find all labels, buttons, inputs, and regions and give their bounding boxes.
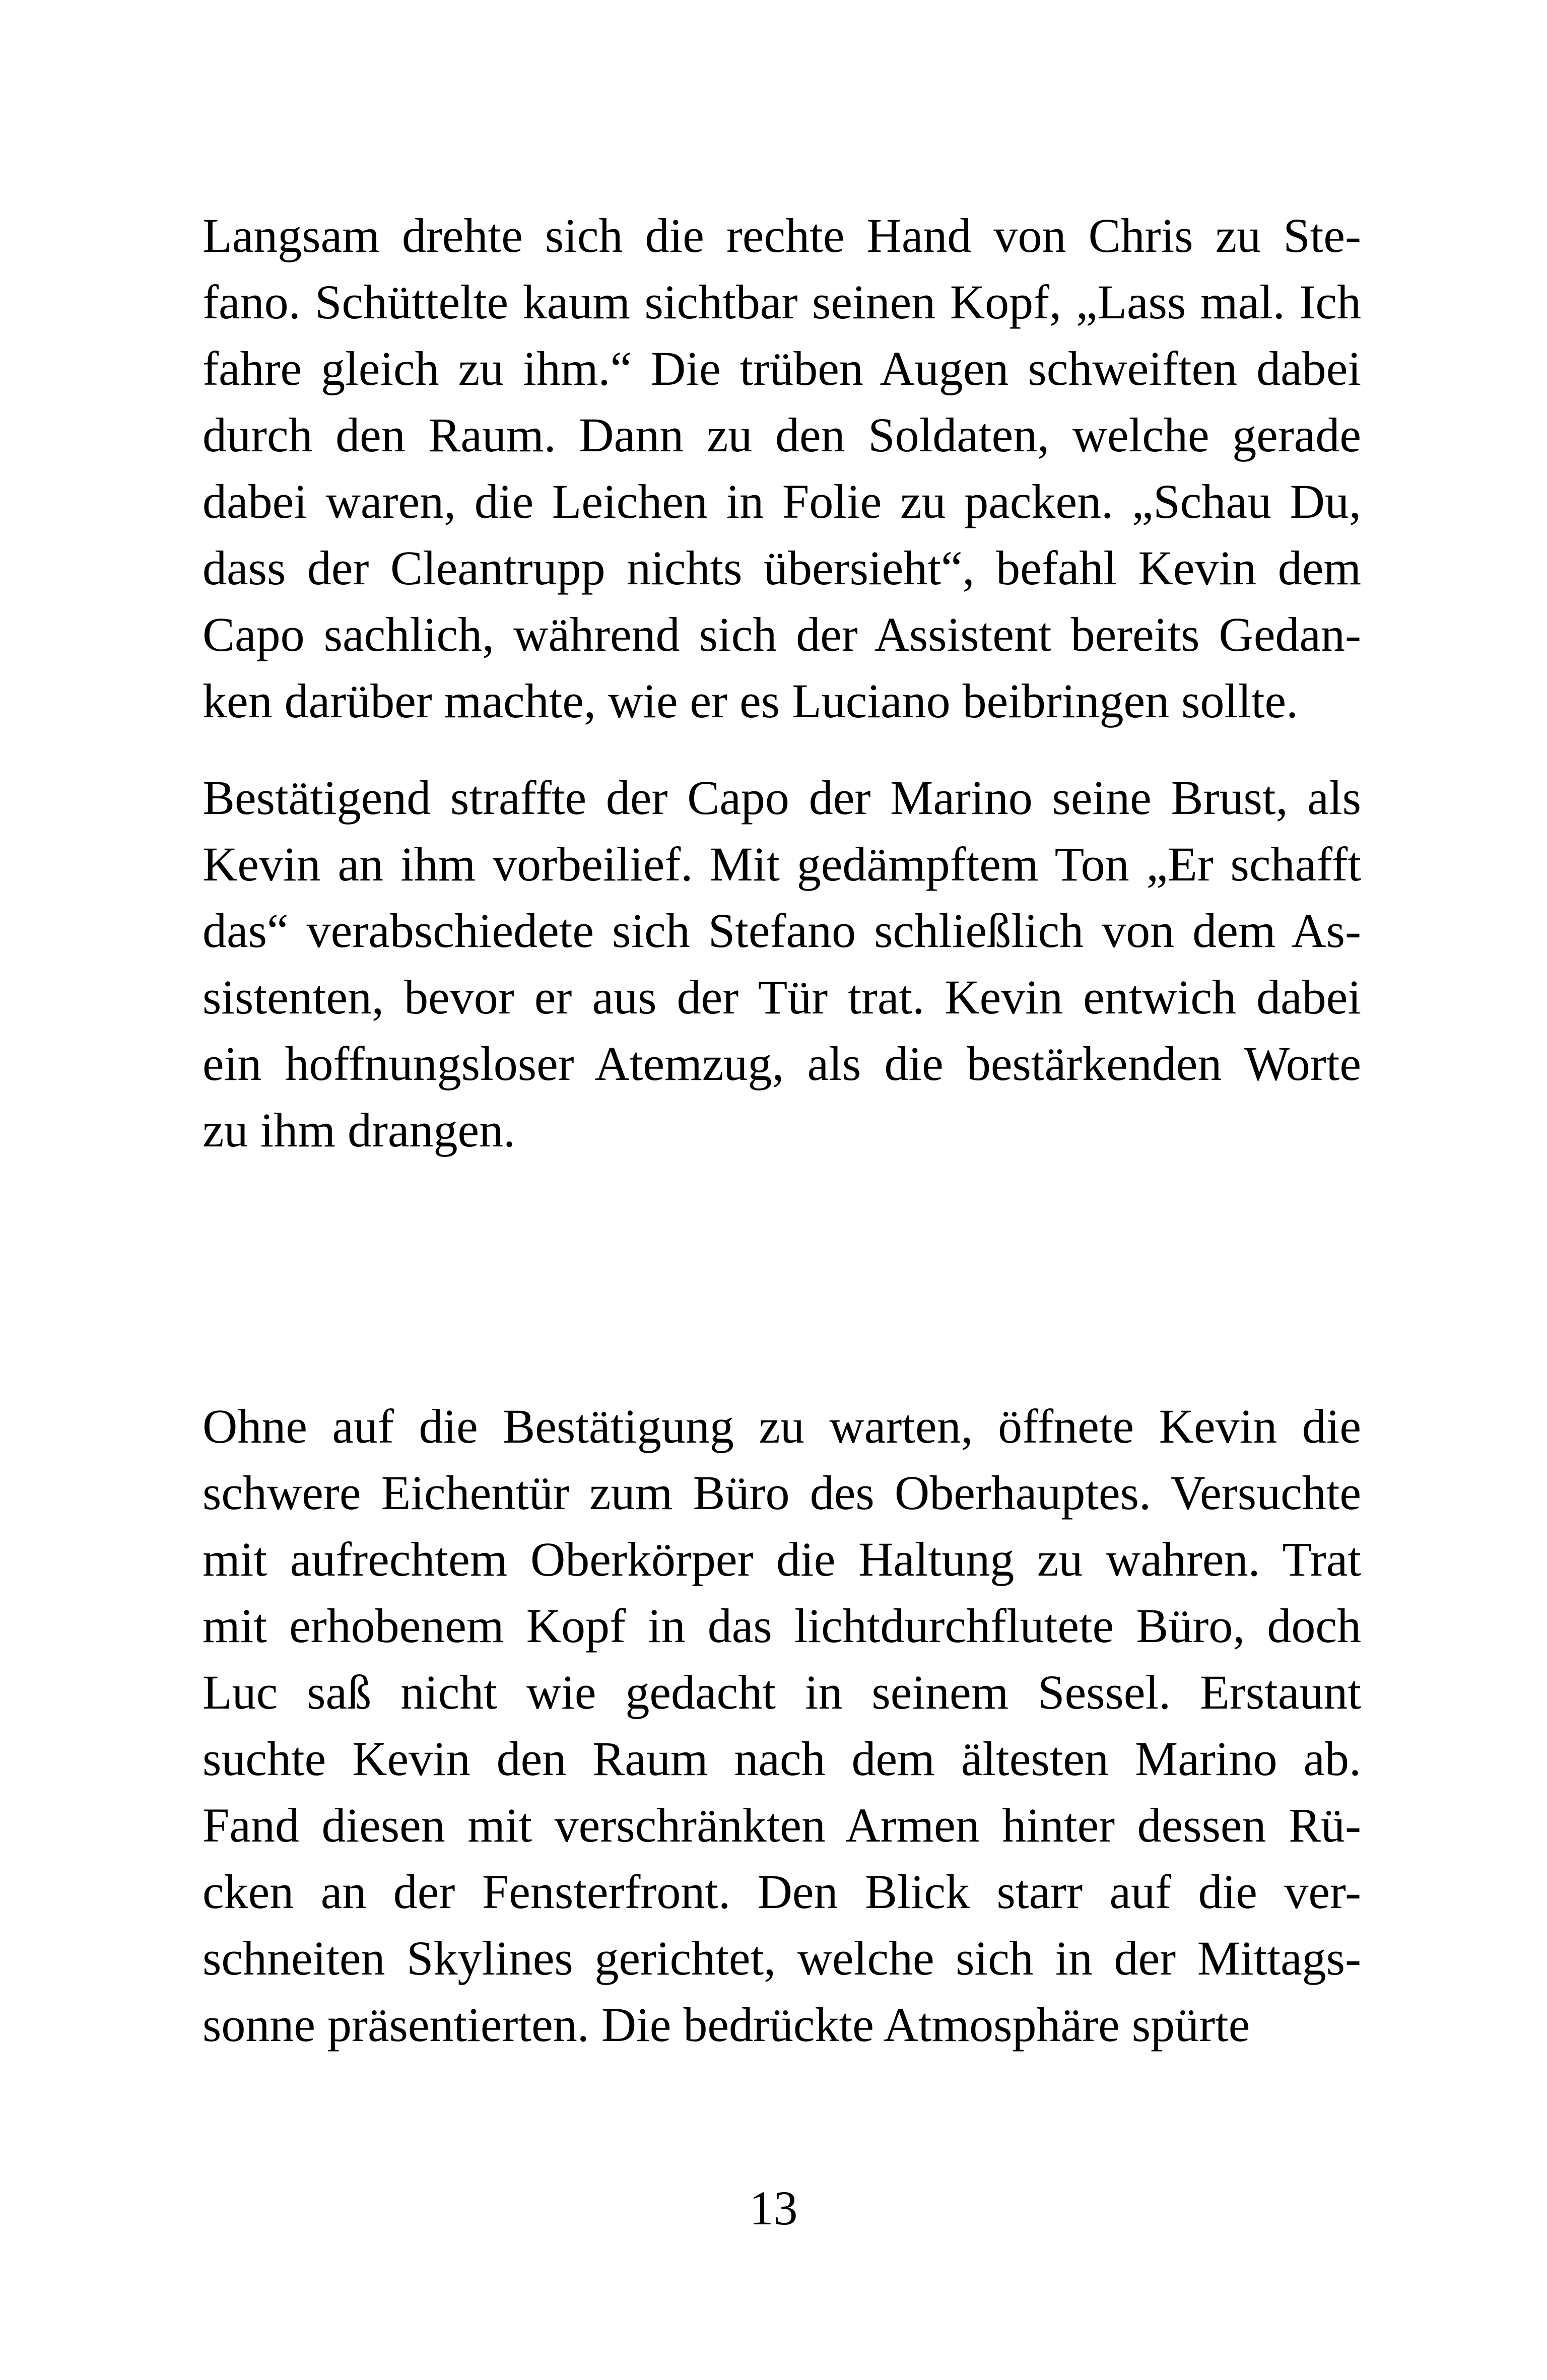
text-line: ein hoffnungsloser Atemzug, als die bestärkenden Worte <box>203 1037 1361 1091</box>
text-line: Bestätigend straffte der Capo der Marino seine Brust, als <box>203 771 1361 825</box>
text-line: dabei waren, die Leichen in Folie zu packen. „Schau Du, <box>203 474 1361 528</box>
text-line: ken darüber machte, wie er es Luciano beibringen sollte. <box>203 674 1299 728</box>
text-line: suchte Kevin den Raum nach dem ältesten Marino ab. <box>203 1732 1361 1786</box>
paragraph-3 <box>203 1393 1361 2058</box>
text-line: durch den Raum. Dann zu den Soldaten, welche gerade <box>203 408 1361 462</box>
text-line: zu ihm drangen. <box>203 1103 516 1157</box>
text-line: Ohne auf die Bestätigung zu warten, öffnete Kevin die <box>203 1399 1361 1453</box>
text-line: Langsam drehte sich die rechte Hand von Chris zu Ste- <box>203 209 1361 262</box>
text-line: Luc saß nicht wie gedacht in seinem Sessel. Erstaunt <box>203 1665 1361 1719</box>
paragraph-1 <box>203 202 1361 734</box>
text-line: Capo sachlich, während sich der Assistent bereits Gedan- <box>203 607 1361 661</box>
text-line: mit erhobenem Kopf in das lichtdurchflutete Büro, doch <box>203 1599 1361 1653</box>
text-line: Fand diesen mit verschränkten Armen hinter dessen Rü- <box>203 1798 1361 1852</box>
text-line: dass der Cleantrupp nichts übersieht“, befahl Kevin dem <box>203 541 1361 595</box>
text-line: mit aufrechtem Oberkörper die Haltung zu wahren. Trat <box>203 1532 1361 1586</box>
text-line: schneiten Skylines gerichtet, welche sich in der Mittags- <box>203 1931 1361 1985</box>
text-line: sonne präsentierten. Die bedrückte Atmosphäre spürte <box>203 1998 1250 2052</box>
text-line: Kevin an ihm vorbeilief. Mit gedämpftem Ton „Er schafft <box>203 837 1361 891</box>
text-line: fano. Schüttelte kaum sichtbar seinen Kopf, „Lass mal. Ich <box>203 275 1361 329</box>
text-line: cken an der Fensterfront. Den Blick starr auf die ver- <box>203 1865 1361 1919</box>
text-line: das“ verabschiedete sich Stefano schließlich von dem As- <box>203 904 1361 958</box>
text-line: fahre gleich zu ihm.“ Die trüben Augen schweiften dabei <box>203 342 1361 395</box>
page-number: 13 <box>749 2181 798 2235</box>
text-line: sistenten, bevor er aus der Tür trat. Kevin entwich dabei <box>203 970 1361 1024</box>
text-line: schwere Eichentür zum Büro des Oberhauptes. Versuchte <box>203 1466 1361 1520</box>
paragraph-2 <box>203 765 1361 1164</box>
